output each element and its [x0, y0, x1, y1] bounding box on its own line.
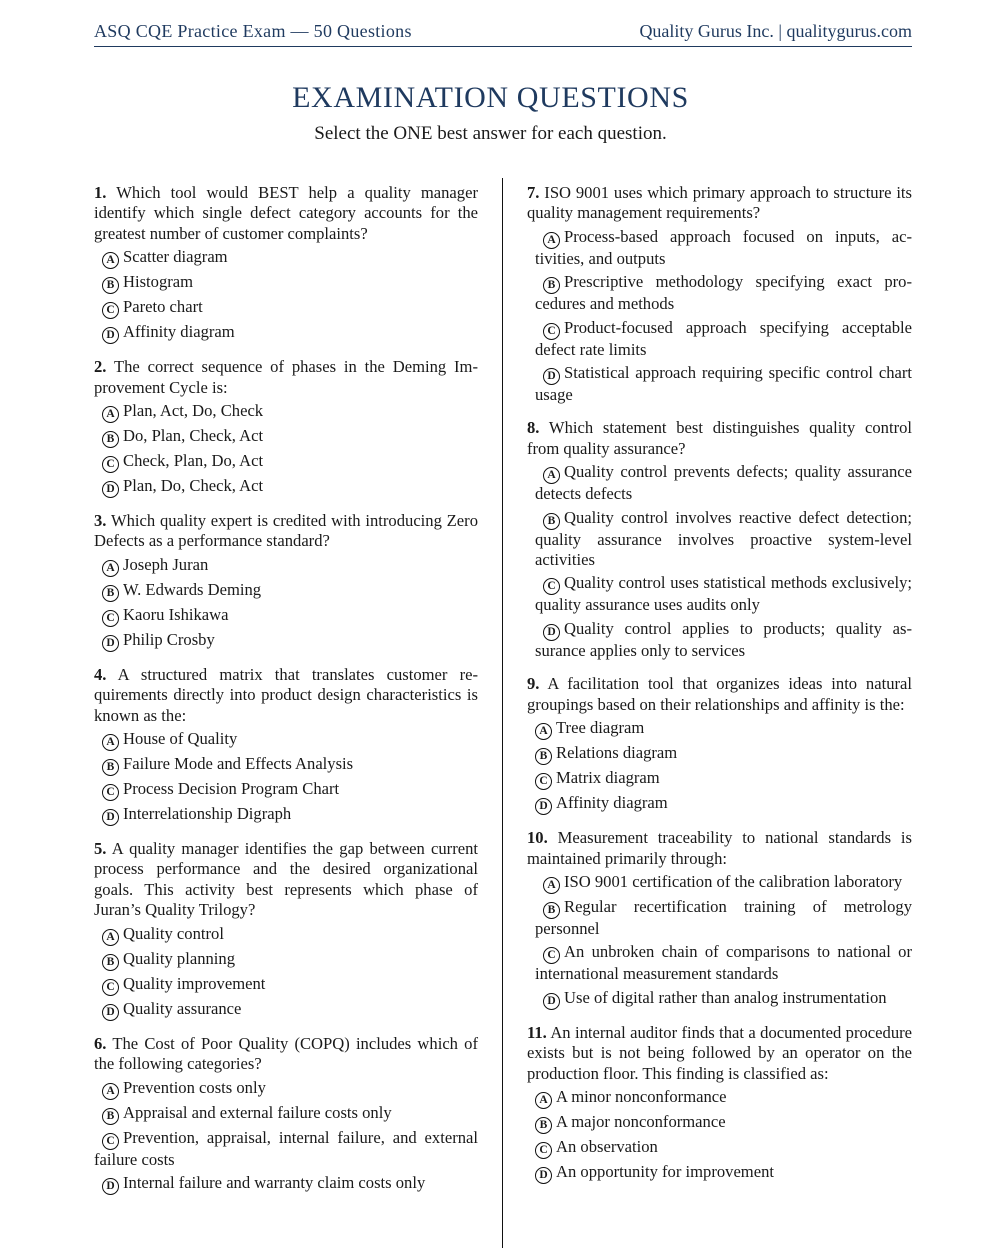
option-letter-circle-icon: B [543, 513, 560, 530]
option-text: Joseph Juran [123, 554, 209, 574]
option-letter-circle-icon: A [102, 1083, 119, 1100]
option-text: Tree diagram [556, 718, 645, 738]
question [94, 357, 478, 498]
question [94, 183, 478, 344]
option-letter-circle-icon: B [535, 748, 552, 765]
answer-option-d[interactable] [527, 363, 912, 405]
option-letter-circle-icon: C [102, 302, 119, 319]
question-text [94, 183, 478, 244]
answer-option-b[interactable] [94, 949, 478, 971]
option-text: Relations diagram [556, 743, 678, 763]
answer-option-d[interactable] [527, 793, 912, 815]
option-letter-circle-icon: C [535, 773, 552, 790]
question-number: 6. [94, 1033, 107, 1053]
option-letter-circle-icon: B [102, 954, 119, 971]
option-letter-circle-icon: C [102, 1133, 119, 1150]
option-letter-circle-icon: D [102, 1004, 119, 1021]
option-letter-circle-icon: D [102, 481, 119, 498]
question-number: 5. [94, 839, 107, 859]
option-text: Quality control [123, 923, 224, 943]
answer-option-a[interactable] [527, 462, 912, 504]
option-letter-circle-icon: B [102, 431, 119, 448]
answer-option-c[interactable] [527, 318, 912, 360]
option-letter-circle-icon: A [102, 406, 119, 423]
option-text: Quality assurance [123, 998, 242, 1018]
option-text: Process-based approach focused on inputs, activities, and outputs [535, 226, 912, 268]
option-text: Quality planning [123, 948, 235, 968]
answer-option-d[interactable] [527, 619, 912, 661]
option-letter-circle-icon: C [535, 1142, 552, 1159]
answer-option-c[interactable] [94, 605, 478, 627]
option-letter-circle-icon: B [543, 277, 560, 294]
answer-option-d[interactable] [94, 476, 478, 498]
question-number: 1. [94, 183, 107, 202]
option-text: Kaoru Ishikawa [123, 604, 229, 624]
page-header [94, 20, 912, 47]
option-letter-circle-icon: D [543, 993, 560, 1010]
option-letter-circle-icon: D [102, 635, 119, 652]
option-text: ISO 9001 certification of the calibration laboratory [564, 871, 903, 891]
option-text: An observation [556, 1136, 658, 1156]
question-number: 8. [527, 418, 540, 438]
answer-option-d[interactable] [94, 1173, 478, 1195]
question-stem: The correct sequence of phases in the Deming Improvement Cycle is: [94, 357, 478, 397]
answer-option-d[interactable] [94, 630, 478, 652]
option-letter-circle-icon: D [535, 1167, 552, 1184]
option-text: Statistical approach requiring specific control chart usage [535, 363, 912, 405]
option-letter-circle-icon: B [102, 759, 119, 776]
option-letter-circle-icon: C [102, 979, 119, 996]
option-text: Quality control involves reactive defect detection; quality assurance involves proactive system-level activities [535, 507, 912, 570]
option-letter-circle-icon: D [535, 798, 552, 815]
option-text: Process Decision Program Chart [123, 779, 340, 799]
answer-option-c[interactable] [94, 974, 478, 996]
option-text: Scatter diagram [123, 247, 228, 267]
option-letter-circle-icon: C [543, 578, 560, 595]
option-letter-circle-icon: D [102, 809, 119, 826]
question-stem: A quality manager identifies the gap between current process performance and the desired organizational goals. This activity best represents which phase of Juran’s Quality Trilogy? [94, 839, 478, 920]
option-letter-circle-icon: A [102, 560, 119, 577]
answer-option-a[interactable] [94, 247, 478, 269]
question-number: 9. [527, 674, 540, 694]
question-text [94, 1034, 478, 1075]
left-column [94, 183, 478, 1208]
option-letter-circle-icon: A [543, 877, 560, 894]
question-text [94, 511, 478, 552]
option-letter-circle-icon: D [543, 368, 560, 385]
question-text [527, 183, 912, 224]
option-text: Plan, Act, Do, Check [123, 401, 264, 421]
option-letter-circle-icon: A [535, 723, 552, 740]
answer-option-a[interactable] [94, 401, 478, 423]
question-text [94, 665, 478, 726]
answer-option-a[interactable] [527, 718, 912, 740]
option-text: Pareto chart [123, 297, 203, 317]
answer-option-a[interactable] [94, 1078, 478, 1100]
option-text: Failure Mode and Effects Analysis [123, 754, 354, 774]
exam-title-header: ASQ CQE Practice Exam — 50 Questions [94, 21, 412, 41]
option-letter-circle-icon: C [543, 323, 560, 340]
option-letter-circle-icon: A [102, 734, 119, 751]
option-text: A major nonconformance [556, 1111, 726, 1131]
option-text: Prevention costs only [123, 1077, 266, 1097]
option-letter-circle-icon: D [102, 1178, 119, 1195]
answer-option-b[interactable] [527, 1112, 912, 1134]
answer-option-a[interactable] [94, 729, 478, 751]
answer-option-c[interactable] [527, 768, 912, 790]
option-text: House of Quality [123, 729, 238, 749]
answer-option-a[interactable] [94, 555, 478, 577]
question [527, 183, 912, 405]
option-text: Interrelationship Digraph [123, 804, 292, 824]
question-stem: A structured matrix that translates customer requirements directly into product design characteristics is known as the: [94, 664, 478, 725]
question-stem: ISO 9001 uses which primary approach to structure its quality management requirements? [527, 183, 913, 223]
question-text [527, 418, 912, 459]
answer-option-d[interactable] [527, 988, 912, 1010]
right-column [527, 183, 912, 1197]
option-letter-circle-icon: C [543, 947, 560, 964]
question-text [94, 839, 478, 921]
answer-option-a[interactable] [527, 1087, 912, 1109]
answer-option-b[interactable] [94, 754, 478, 776]
option-letter-circle-icon: A [543, 467, 560, 484]
answer-option-d[interactable] [527, 1162, 912, 1184]
option-text: Philip Crosby [123, 629, 215, 649]
option-letter-circle-icon: B [102, 585, 119, 602]
option-letter-circle-icon: C [102, 456, 119, 473]
question-stem: Measurement traceability to national standards is maintained primarily through: [527, 828, 912, 868]
question-stem: An internal auditor finds that a documented procedure exists but is not being followed by an operator on the production floor. This finding is classified as: [527, 1022, 913, 1083]
question-number: 7. [527, 183, 540, 202]
option-text: Quality improvement [123, 973, 266, 993]
question [527, 418, 912, 661]
option-text: Do, Plan, Check, Act [123, 426, 264, 446]
question-stem: The Cost of Poor Quality (COPQ) includes which of the following categories? [94, 1033, 478, 1074]
question-stem: Which tool would BEST help a quality manager identify which single defect category accounts for the greatest number of customer complaints? [94, 183, 478, 243]
option-text: An opportunity for improvement [556, 1161, 774, 1181]
answer-option-b[interactable] [94, 580, 478, 602]
question [94, 839, 478, 1021]
answer-option-d[interactable] [94, 322, 478, 344]
answer-option-c[interactable] [94, 451, 478, 473]
answer-option-c[interactable] [94, 1128, 478, 1170]
option-letter-circle-icon: A [102, 252, 119, 269]
option-text: Check, Plan, Do, Act [123, 451, 264, 471]
question-text [94, 357, 478, 398]
option-text: Affinity diagram [123, 322, 235, 342]
answer-option-d[interactable] [94, 804, 478, 826]
answer-option-c[interactable] [527, 1137, 912, 1159]
option-text: Quality control applies to products; quality assurance applies only to services [535, 618, 912, 660]
option-text: Histogram [123, 272, 194, 292]
option-text: An unbroken chain of comparisons to national or international measurement standards [535, 942, 912, 984]
answer-option-d[interactable] [94, 999, 478, 1021]
answer-option-a[interactable] [527, 872, 912, 894]
question [94, 1034, 478, 1195]
option-letter-circle-icon: B [102, 1108, 119, 1125]
question-number: 3. [94, 511, 107, 531]
question-text [527, 828, 912, 869]
option-letter-circle-icon: D [543, 624, 560, 641]
answer-option-b[interactable] [527, 272, 912, 314]
option-text: Use of digital rather than analog instrumentation [564, 987, 887, 1007]
option-text: Product-focused approach specifying acceptable defect rate limits [535, 317, 912, 359]
answer-option-a[interactable] [94, 924, 478, 946]
question-number: 4. [94, 664, 107, 684]
option-text: Matrix diagram [556, 768, 660, 788]
option-letter-circle-icon: C [102, 610, 119, 627]
column-divider [502, 178, 503, 1248]
option-text: Appraisal and external failure costs only [123, 1102, 392, 1122]
option-letter-circle-icon: A [543, 232, 560, 249]
question-text [527, 674, 912, 715]
question-text [527, 1023, 912, 1084]
option-text: Regular recertification training of metrology personnel [535, 896, 912, 938]
option-text: W. Edwards Deming [123, 579, 262, 599]
option-letter-circle-icon: A [102, 929, 119, 946]
option-letter-circle-icon: D [102, 327, 119, 344]
question-stem: Which quality expert is credited with introducing Zero Defects as a performance standard? [94, 511, 478, 551]
answer-option-c[interactable] [527, 942, 912, 984]
option-text: Internal failure and warranty claim costs only [123, 1172, 426, 1192]
question [94, 511, 478, 652]
answer-option-b[interactable] [527, 897, 912, 939]
answer-option-c[interactable] [527, 573, 912, 615]
option-text: Prevention, appraisal, internal failure, and external failure costs [94, 1127, 478, 1169]
answer-option-c[interactable] [94, 297, 478, 319]
option-letter-circle-icon: B [535, 1117, 552, 1134]
answer-option-b[interactable] [94, 426, 478, 448]
option-letter-circle-icon: B [543, 902, 560, 919]
question [527, 828, 912, 1010]
answer-option-b[interactable] [94, 272, 478, 294]
publisher-header: Quality Gurus Inc. | qualitygurus.com [639, 21, 912, 41]
option-text: Affinity diagram [556, 793, 668, 813]
question [94, 665, 478, 826]
answer-option-b[interactable] [527, 508, 912, 571]
answer-option-a[interactable] [527, 227, 912, 269]
answer-option-b[interactable] [94, 1103, 478, 1125]
question-number: 2. [94, 357, 107, 377]
question-number: 10. [527, 828, 548, 848]
answer-option-c[interactable] [94, 779, 478, 801]
question [527, 1023, 912, 1184]
option-text: Quality control uses statistical methods exclusively; quality assurance uses audits only [535, 573, 912, 615]
answer-option-b[interactable] [527, 743, 912, 765]
question-stem: Which statement best distinguishes quality control from quality assurance? [527, 418, 912, 458]
option-text: Quality control prevents defects; quality assurance detects defects [535, 462, 912, 504]
option-letter-circle-icon: C [102, 784, 119, 801]
page-title: EXAMINATION QUESTIONS [292, 81, 689, 114]
option-text: Prescriptive methodology specifying exact procedures and methods [535, 272, 912, 314]
option-letter-circle-icon: B [102, 277, 119, 294]
instructions: Select the ONE best answer for each question. [314, 123, 667, 144]
question-number: 11. [527, 1022, 547, 1042]
question [527, 674, 912, 815]
option-letter-circle-icon: A [535, 1092, 552, 1109]
option-text: Plan, Do, Check, Act [123, 476, 264, 496]
option-text: A minor nonconformance [556, 1086, 727, 1106]
question-stem: A facilitation tool that organizes ideas into natural groupings based on their relationships and affinity is the: [527, 674, 912, 714]
